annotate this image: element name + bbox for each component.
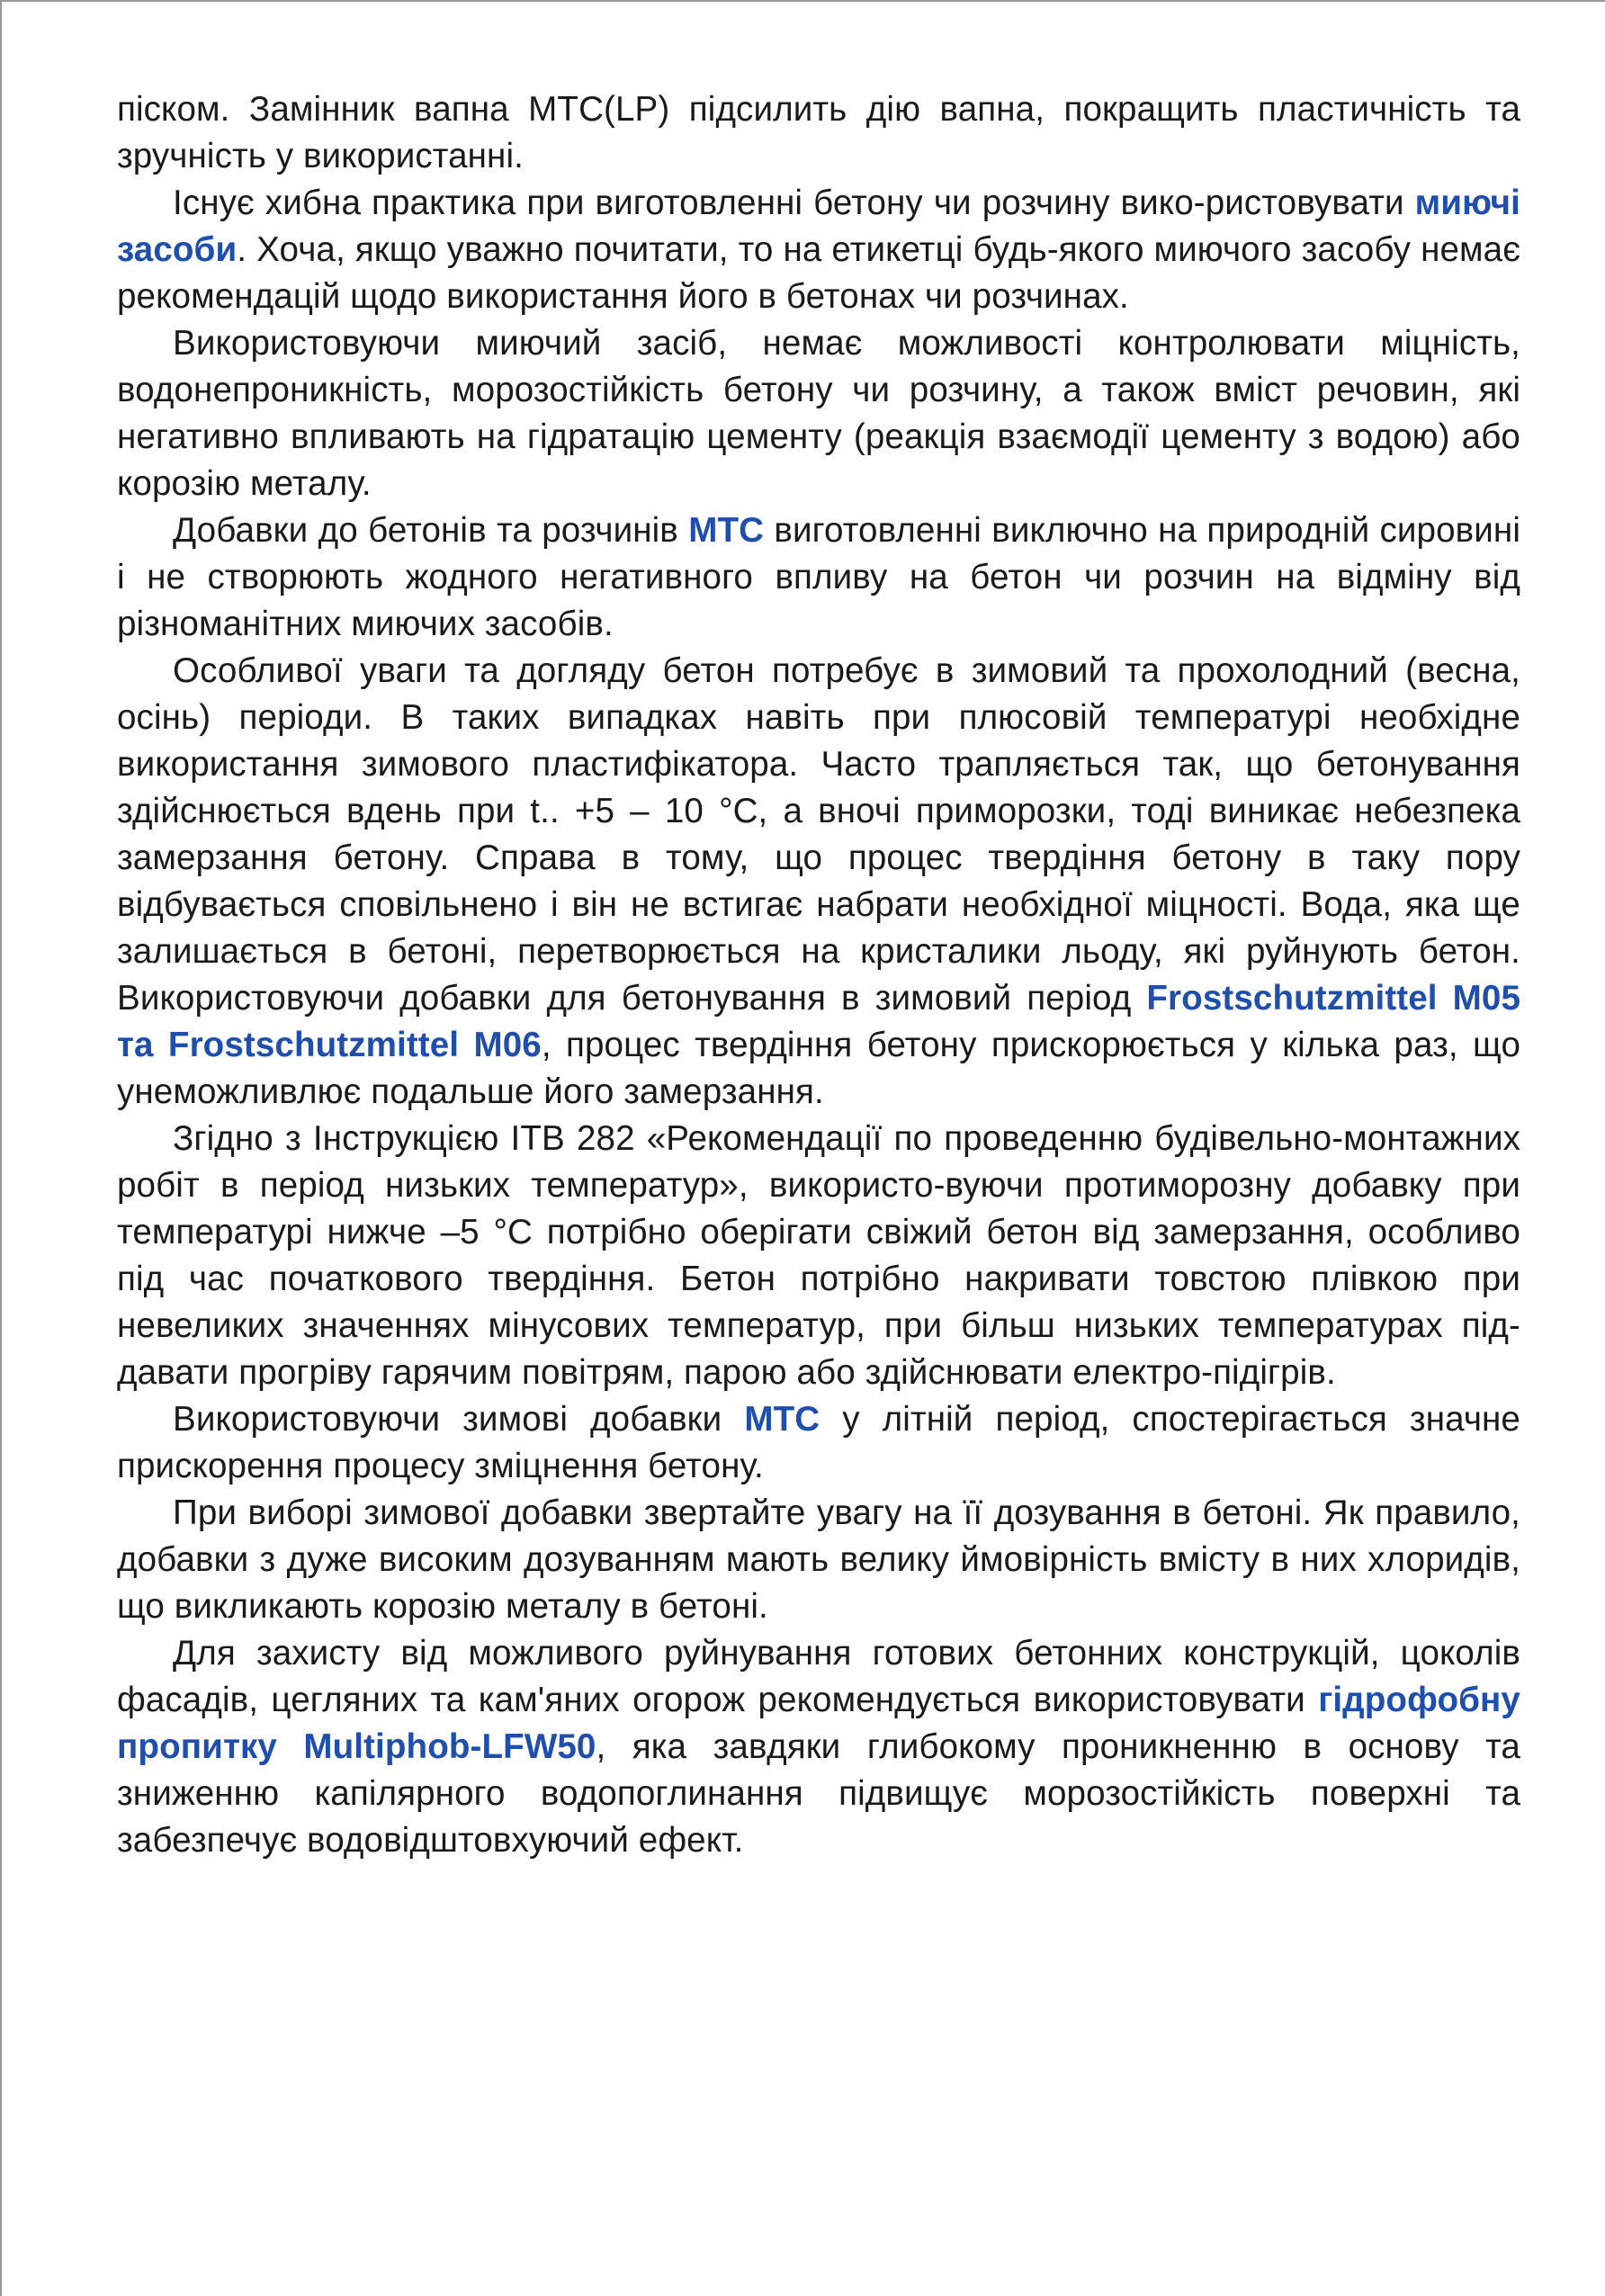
highlighted-product-frostschutzmittel: Frostschutzmittel М05 та Frostschutzmittel М06	[117, 979, 1521, 1064]
paragraph-text: , процес твердіння бетону прискорюється у кілька раз, що унеможливлює подальше його замерзання.	[117, 1026, 1521, 1111]
paragraph-6	[117, 1116, 1520, 1396]
paragraph-2	[117, 180, 1520, 320]
article-body	[117, 86, 1520, 1864]
paragraph-text: , яка завдяки глибокому проникненню в основу та зниженню капілярного водопоглинання підвищує морозостійкість поверхні та забезпечує водовідштовхуючий ефект.	[117, 1727, 1520, 1860]
paragraph-7	[117, 1396, 1520, 1490]
paragraph-text: Особливої уваги та догляду бетон потребує в зимовий та прохолодний (весна, осінь) періоди. В таких випадках навіть при плюсовій температурі необхідне використання зимового пластифікатора. Часто трапляється так, що бетонування здійснюється вдень при t.. +5 – 10 °С, а вночі приморозки, тоді виникає небезпека замерзання бетону. Справа в тому, що процес твердіння бетону в таку пору відбувається сповільнено і він не встигає набрати необхідної міцності. Вода, яка ще залишається в бетоні, перетворюється на кристалики льоду, які руйнують бетон. Використовуючи добавки для бетонування в зимовий період	[117, 651, 1520, 1018]
paragraph-text: При виборі зимової добавки звертайте увагу на її дозування в бетоні. Як правило, добавки з дуже високим дозуванням мають велику ймовірність вмісту в них хлоридів, що викликають корозію металу в бетоні.	[117, 1493, 1520, 1626]
highlighted-brand-mtc: МТС	[744, 1400, 820, 1439]
highlighted-brand-mtc: МТС	[688, 511, 765, 550]
paragraph-text: Згідно з Інструкцією ІТВ 282 «Рекомендації по проведенню будівельно-монтажних робіт в період низьких температур», використо-вуючи протиморозну добавку при температурі нижче –5 °С потрібно оберігати свіжий бетон від замерзання, особливо під час початкового твердіння. Бетон потрібно накривати товстою плівкою при невеликих значеннях мінусових температур, при більш низьких температурах під-давати прогріву гарячим повітрям, парою або здійснювати електро-підігрів.	[117, 1119, 1520, 1392]
paragraph-text: Існує хибна практика при виготовленні бетону чи розчину вико-ристовувати	[173, 184, 1415, 222]
page-border-top	[0, 0, 1605, 2]
paragraph-text: у літній період, спостерігається значне прискорення процесу зміцнення бетону.	[117, 1400, 1520, 1485]
paragraph-text: Добавки до бетонів та розчинів	[173, 511, 689, 550]
paragraph-text: виготовленні виключно на природній сировині і не створюють жодного негативного впливу на бетон чи розчин на відміну від різноманітних миючих засобів.	[117, 511, 1520, 643]
paragraph-9	[117, 1630, 1520, 1864]
paragraph-5	[117, 648, 1520, 1116]
paragraph-text: Використовуючи зимові добавки	[173, 1400, 745, 1439]
paragraph-text: Для захисту від можливого руйнування готових бетонних конструкцій, цоколів фасадів, цегляних та кам'яних огорож рекомендується використовувати	[117, 1634, 1520, 1719]
paragraph-1	[117, 86, 1520, 180]
paragraph-4	[117, 507, 1520, 648]
paragraph-8	[117, 1490, 1520, 1630]
page-border-left	[0, 0, 2, 2296]
paragraph-text: піском. Замінник вапна МТС(LP) підсилить дію вапна, покращить пластичність та зручність у використанні.	[117, 90, 1520, 175]
paragraph-text: Використовуючи миючий засіб, немає можливості контролювати міцність, водонепроникність, морозостійкість бетону чи розчину, а також вміст речовин, які негативно впливають на гідратацію цементу (реакція взаємодії цементу з водою) або корозію металу.	[117, 324, 1520, 503]
highlighted-product-multiphob: гідрофобну пропитку Multiphob-LFW50	[117, 1681, 1520, 1766]
paragraph-text: . Хоча, якщо уважно почитати, то на етикетці будь-якого миючого засобу немає рекомендацій щодо використання його в бетонах чи розчинах.	[117, 230, 1520, 316]
highlighted-term-detergents: миючі засоби	[117, 184, 1520, 269]
paragraph-3	[117, 320, 1520, 507]
